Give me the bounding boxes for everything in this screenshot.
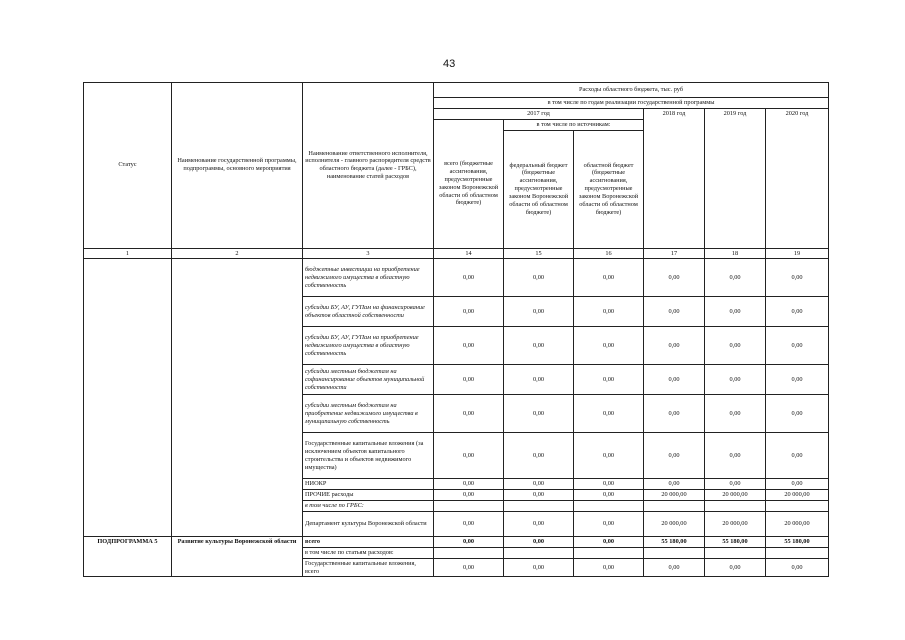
value-cell: 0,00 xyxy=(766,327,829,365)
value-cell: 0,00 xyxy=(766,479,829,490)
value-cell: 0,00 xyxy=(644,365,705,395)
status-cell-empty xyxy=(84,259,172,537)
value-cell: 0,00 xyxy=(574,490,644,501)
value-cell: 0,00 xyxy=(644,479,705,490)
value-cell: 0,00 xyxy=(504,537,574,548)
col-index: 16 xyxy=(574,248,644,259)
value-cell: 0,00 xyxy=(705,479,766,490)
value-cell: 0,00 xyxy=(574,558,644,577)
value-cell: 0,00 xyxy=(705,365,766,395)
row-label: всего xyxy=(303,537,434,548)
value-cell xyxy=(574,501,644,512)
value-cell: 0,00 xyxy=(504,479,574,490)
value-cell: 0,00 xyxy=(574,297,644,327)
value-cell xyxy=(434,547,504,558)
col-index: 14 xyxy=(434,248,504,259)
value-cell: 0,00 xyxy=(434,490,504,501)
budget-table xyxy=(83,82,829,577)
value-cell: 0,00 xyxy=(434,433,504,479)
value-cell xyxy=(644,501,705,512)
value-cell: 0,00 xyxy=(434,365,504,395)
value-cell: 0,00 xyxy=(574,395,644,433)
value-cell: 0,00 xyxy=(504,433,574,479)
header-program-name: Наименование государственной программы, подпрограммы, основного мероприятия xyxy=(172,83,303,249)
col-index: 1 xyxy=(84,248,172,259)
row-label: бюджетные инвестиции на приобретение недвижимого имущества в областную собственность xyxy=(303,259,434,297)
value-cell xyxy=(504,501,574,512)
value-cell: 20 000,00 xyxy=(766,512,829,537)
value-cell: 0,00 xyxy=(504,365,574,395)
row-label: Государственные капитальные вложения (за исключением объектов капитального строительства и объектов недвижимого имущества) xyxy=(303,433,434,479)
value-cell: 0,00 xyxy=(644,395,705,433)
table-row xyxy=(84,537,829,548)
value-cell: 20 000,00 xyxy=(705,490,766,501)
value-cell: 0,00 xyxy=(504,259,574,297)
value-cell: 0,00 xyxy=(644,433,705,479)
row-label: Департамент культуры Воронежской области xyxy=(303,512,434,537)
value-cell: 0,00 xyxy=(574,512,644,537)
col-index: 17 xyxy=(644,248,705,259)
value-cell: 0,00 xyxy=(504,395,574,433)
header-federal: федеральный бюджет (бюджетные ассигнования, предусмотренные законом Воронежской области об областном бюджете) xyxy=(504,130,574,248)
value-cell: 20 000,00 xyxy=(766,490,829,501)
row-label: в том числе по ГРБС: xyxy=(303,501,434,512)
col-index: 19 xyxy=(766,248,829,259)
col-index: 2 xyxy=(172,248,303,259)
col-index: 18 xyxy=(705,248,766,259)
value-cell: 0,00 xyxy=(766,365,829,395)
row-label: НИОКР xyxy=(303,479,434,490)
col-index: 15 xyxy=(504,248,574,259)
value-cell: 0,00 xyxy=(434,395,504,433)
value-cell xyxy=(644,547,705,558)
value-cell: 0,00 xyxy=(574,537,644,548)
value-cell: 0,00 xyxy=(434,479,504,490)
col-index: 3 xyxy=(303,248,434,259)
value-cell xyxy=(766,547,829,558)
value-cell xyxy=(705,547,766,558)
row-label: субсидии БУ, АУ, ГУПам на приобретение недвижимого имущества в областную собственность xyxy=(303,327,434,365)
header-by-years: в том числе по годам реализации государственной программы xyxy=(434,98,829,109)
header-year-2018: 2018 год xyxy=(644,108,705,248)
value-cell: 55 180,00 xyxy=(705,537,766,548)
program-cell-empty xyxy=(172,259,303,537)
row-label: ПРОЧИЕ расходы xyxy=(303,490,434,501)
value-cell xyxy=(766,501,829,512)
value-cell: 0,00 xyxy=(705,259,766,297)
value-cell: 0,00 xyxy=(644,259,705,297)
value-cell: 0,00 xyxy=(766,433,829,479)
row-label: субсидии местным бюджетам на приобретение недвижимого имущества в муниципальную собственность xyxy=(303,395,434,433)
value-cell xyxy=(574,547,644,558)
value-cell: 0,00 xyxy=(644,327,705,365)
value-cell: 0,00 xyxy=(434,297,504,327)
header-year-2017: 2017 год xyxy=(434,108,644,119)
value-cell: 0,00 xyxy=(574,479,644,490)
value-cell: 0,00 xyxy=(504,512,574,537)
value-cell xyxy=(434,501,504,512)
value-cell: 0,00 xyxy=(705,327,766,365)
row-label: субсидии местным бюджетам на софинансирование объектов муниципальной собственности xyxy=(303,365,434,395)
header-regional: областной бюджет (бюджетные ассигнования, предусмотренные законом Воронежской области об областном бюджете) xyxy=(574,130,644,248)
value-cell xyxy=(504,547,574,558)
row-label: Государственные капитальные вложения, всего xyxy=(303,558,434,577)
value-cell: 0,00 xyxy=(574,433,644,479)
subprogram-status: ПОДПРОГРАММА 5 xyxy=(84,537,172,577)
value-cell: 0,00 xyxy=(766,297,829,327)
page-number: 43 xyxy=(443,58,456,70)
header-year-2019: 2019 год xyxy=(705,108,766,248)
header-status: Статус xyxy=(84,83,172,249)
header-budget-expenses: Расходы областного бюджета, тыс. руб xyxy=(434,83,829,98)
value-cell: 0,00 xyxy=(705,395,766,433)
value-cell: 20 000,00 xyxy=(705,512,766,537)
value-cell: 55 180,00 xyxy=(644,537,705,548)
table-row xyxy=(84,259,829,297)
value-cell: 0,00 xyxy=(766,259,829,297)
value-cell: 20 000,00 xyxy=(644,512,705,537)
value-cell: 0,00 xyxy=(504,327,574,365)
value-cell: 0,00 xyxy=(434,558,504,577)
value-cell: 0,00 xyxy=(574,259,644,297)
row-label: в том числе по статьям расходов: xyxy=(303,547,434,558)
value-cell: 0,00 xyxy=(644,558,705,577)
value-cell: 0,00 xyxy=(504,558,574,577)
value-cell: 0,00 xyxy=(766,395,829,433)
value-cell: 0,00 xyxy=(434,327,504,365)
value-cell: 0,00 xyxy=(434,537,504,548)
value-cell xyxy=(705,501,766,512)
value-cell: 0,00 xyxy=(504,297,574,327)
value-cell: 0,00 xyxy=(766,558,829,577)
header-responsible: Наименование ответственного исполнителя, исполнителя - главного распорядителя средств областного бюджета (далее - ГРБС), наименование статей расходов xyxy=(303,83,434,249)
value-cell: 0,00 xyxy=(705,433,766,479)
value-cell: 55 180,00 xyxy=(766,537,829,548)
value-cell: 20 000,00 xyxy=(644,490,705,501)
header-by-sources: в том числе по источникам: xyxy=(504,119,644,130)
value-cell: 0,00 xyxy=(574,365,644,395)
header-total: всего (бюджетные ассигнования, предусмотренные законом Воронежской области об областном бюджете) xyxy=(434,119,504,248)
value-cell: 0,00 xyxy=(434,512,504,537)
value-cell: 0,00 xyxy=(434,259,504,297)
subprogram-name: Развитие культуры Воронежской области xyxy=(172,537,303,577)
row-label: субсидии БУ, АУ, ГУПам на финансирование объектов областной собственности xyxy=(303,297,434,327)
value-cell: 0,00 xyxy=(705,558,766,577)
value-cell: 0,00 xyxy=(705,297,766,327)
value-cell: 0,00 xyxy=(644,297,705,327)
value-cell: 0,00 xyxy=(504,490,574,501)
value-cell: 0,00 xyxy=(574,327,644,365)
header-year-2020: 2020 год xyxy=(766,108,829,248)
